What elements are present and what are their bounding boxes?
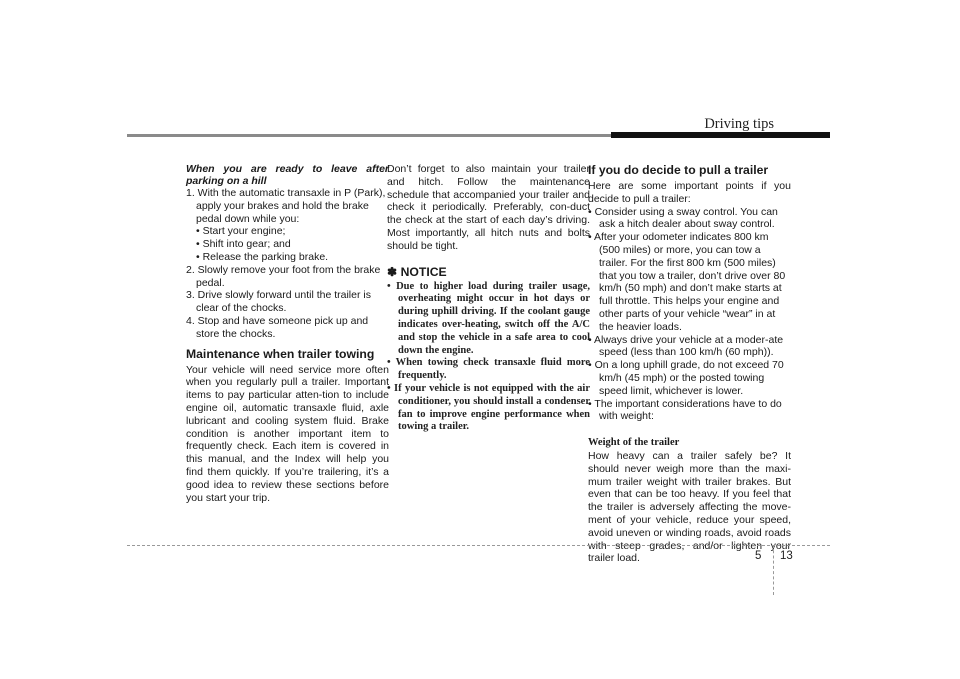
section-number: 5 bbox=[755, 550, 762, 562]
pull-intro: Here are some important points if you decide to pull a trailer: bbox=[588, 180, 791, 205]
list-item: • Start your engine; bbox=[196, 225, 286, 238]
maintenance-paragraph: Your vehicle will need service more often when you regularly pull a trailer. Important items to pay particular atten-tion to include engine oil, automatic transaxle fluid, axle lubricant and cooling system fluid. Brake condition is another important item to frequently check. Each item is covered in this manual, and the Index will help you find them quickly. If you’re trailering, it’s a good idea to review these sections before you start your trip. bbox=[186, 363, 389, 504]
leave-hill-heading: When you are ready to leave after parking on a hill bbox=[186, 163, 389, 187]
list-item: 3. Drive slowly forward until the trailer is clear of the chocks. bbox=[186, 289, 371, 315]
list-item: • Due to higher load during trailer usage, overheating might occur in hot days or during uphill driving. If the coolant gauge indicates over-heating, switch off the A/C and stop the vehicle in a safe area to cool down the engine. bbox=[387, 280, 590, 356]
maintain-hitch-paragraph: Don’t forget to also maintain your trailer and hitch. Follow the maintenance schedule that accompanied your trailer and check it periodically. Preferably, con-duct the check at the start of each day’s driving. Most importantly, all hitch nuts and bolts should be tight. bbox=[387, 163, 590, 252]
list-item: 1. With the automatic transaxle in P (Park), apply your brakes and hold the brake pedal down while you: bbox=[186, 187, 386, 225]
list-item: • Always drive your vehicle at a moder-ate speed (less than 100 km/h (60 mph)). bbox=[588, 333, 784, 359]
column-middle bbox=[387, 163, 590, 434]
column-right bbox=[588, 163, 791, 565]
weight-paragraph: How heavy can a trailer safely be? It should never weigh more than the maxi-mum trailer weight with trailer brakes. But even that can be too heavy. If you feel that the trailer is adversely affecting the move-ment of your vehicle, reduce your speed, avoid uneven or winding roads, avoid roads with steep grades, and/or lighten your trailer load. bbox=[588, 449, 791, 565]
notice-label: NOTICE bbox=[400, 264, 447, 279]
leave-steps-list bbox=[186, 187, 389, 341]
list-item: • When towing check transaxle fluid more frequently. bbox=[387, 357, 590, 382]
pull-trailer-heading: If you do decide to pull a trailer bbox=[588, 163, 769, 177]
page-number: 13 bbox=[780, 550, 793, 562]
notice-icon: ✽ bbox=[387, 264, 398, 279]
footer-rule bbox=[127, 545, 830, 546]
list-item: • The important considerations have to do with weight: bbox=[588, 397, 782, 423]
list-item: • Shift into gear; and bbox=[196, 238, 291, 251]
header-rule-accent bbox=[611, 132, 830, 138]
section-title: Driving tips bbox=[704, 116, 774, 132]
pull-points-list bbox=[588, 206, 791, 424]
list-item: • Consider using a sway control. You can ask a hitch dealer about sway control. bbox=[588, 205, 778, 231]
list-item: 4. Stop and have someone pick up and store the chocks. bbox=[186, 314, 369, 340]
footer-divider bbox=[773, 545, 774, 595]
column-left bbox=[186, 163, 389, 504]
list-item: • On a long uphill grade, do not exceed 70 km/h (45 mph) or the posted towing speed limit, whichever is lower. bbox=[588, 359, 784, 397]
maintenance-heading: Maintenance when trailer towing bbox=[186, 346, 375, 361]
list-item: • After your odometer indicates 800 km (500 miles) or more, you can tow a trailer. For the first 800 km (500 miles) that you tow a trailer, don’t drive over 80 km/h (50 mph) and don’t make starts at full throttle. This helps your engine and other parts of your vehicle “wear” in at the heavier loads. bbox=[588, 231, 786, 333]
list-item: 2. Slowly remove your foot from the brake pedal. bbox=[186, 263, 381, 289]
weight-heading: Weight of the trailer bbox=[588, 437, 680, 449]
list-item: • If your vehicle is not equipped with the air conditioner, you should install a condenser fan to improve engine performance when towing a trailer. bbox=[387, 382, 590, 433]
list-item: • Release the parking brake. bbox=[196, 250, 329, 263]
notice-heading bbox=[387, 265, 590, 279]
notice-list bbox=[387, 281, 590, 435]
header-rule bbox=[127, 134, 611, 137]
